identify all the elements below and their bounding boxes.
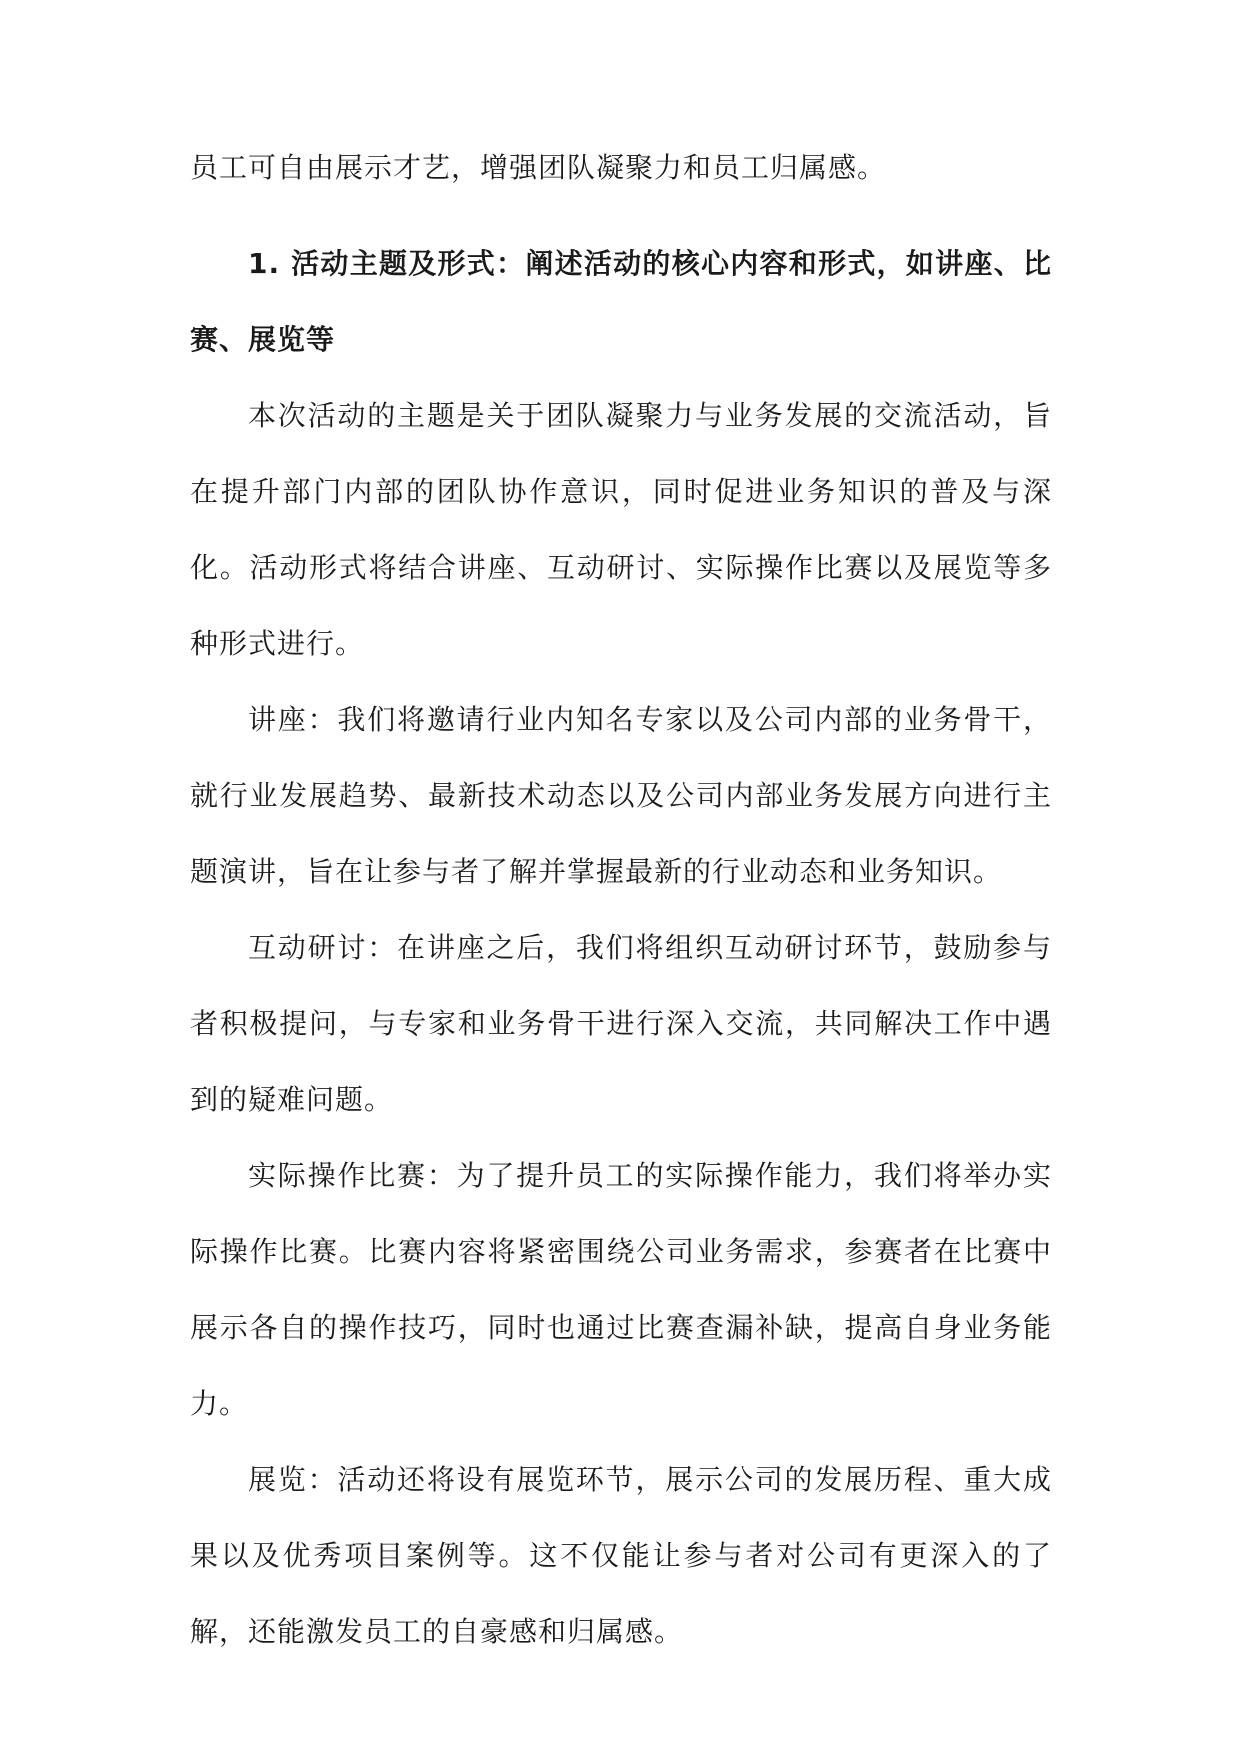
theme-paragraph: 本次活动的主题是关于团队凝聚力与业务发展的交流活动，旨在提升部门内部的团队协作意识，同时促进业务知识的普及与深化。活动形式将结合讲座、互动研讨、实际操作比赛以及展览等多种形式进行。: [190, 399, 1052, 660]
competition-paragraph: 实际操作比赛：为了提升员工的实际操作能力，我们将举办实际操作比赛。比赛内容将紧密围绕公司业务需求，参赛者在比赛中展示各自的操作技巧，同时也通过比赛查漏补缺，提高自身业务能力。: [190, 1159, 1052, 1420]
intro-continuation-text: 员工可自由展示才艺，增强团队凝聚力和员工归属感。: [190, 151, 887, 184]
section-heading: 1. 活动主题及形式：阐述活动的核心内容和形式，如讲座、比赛、展览等: [190, 247, 1052, 356]
document-body: [190, 132, 1052, 1670]
discussion-paragraph: 互动研讨：在讲座之后，我们将组织互动研讨环节，鼓励参与者积极提问，与专家和业务骨干进行深入交流，共同解决工作中遇到的疑难问题。: [190, 931, 1052, 1116]
exhibition-paragraph: 展览：活动还将设有展览环节，展示公司的发展历程、重大成果以及优秀项目案例等。这不仅能让参与者对公司有更深入的了解，还能激发员工的自豪感和归属感。: [190, 1463, 1052, 1648]
lecture-paragraph: 讲座：我们将邀请行业内知名专家以及公司内部的业务骨干，就行业发展趋势、最新技术动态以及公司内部业务发展方向进行主题演讲，旨在让参与者了解并掌握最新的行业动态和业务知识。: [190, 703, 1052, 888]
